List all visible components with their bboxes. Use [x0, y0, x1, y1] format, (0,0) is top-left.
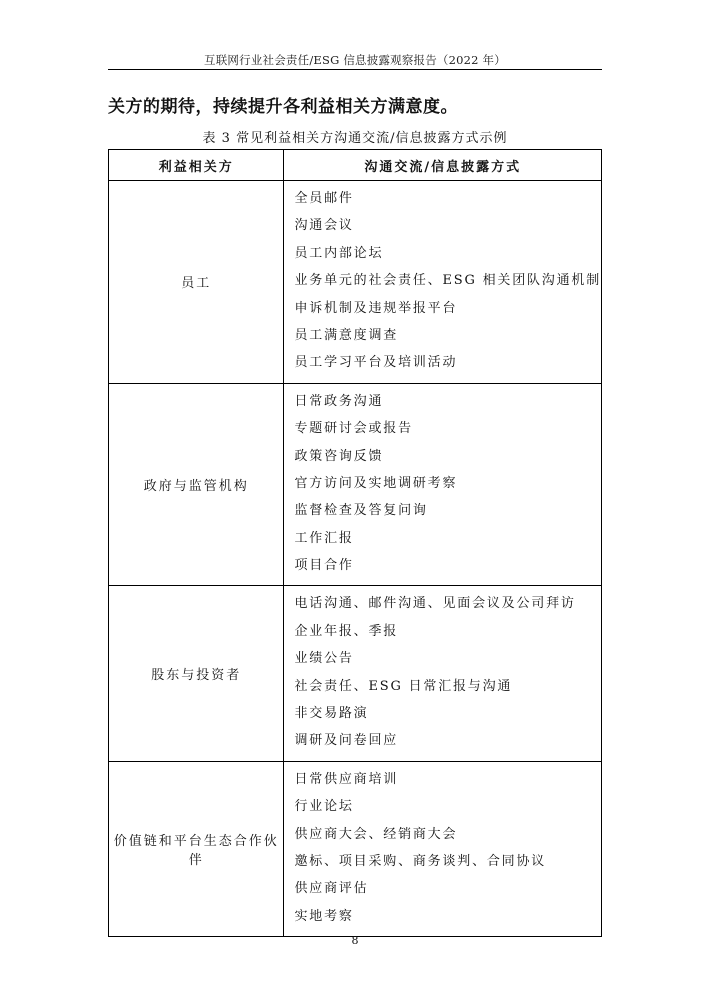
methods-cell [284, 586, 602, 761]
method-item: 日常政务沟通 [294, 393, 384, 409]
stakeholder-cell: 员工 [109, 181, 284, 384]
method-item: 供应商大会、经销商大会 [294, 826, 458, 842]
stakeholder-table [108, 149, 602, 937]
lead-paragraph: 关方的期待，持续提升各利益相关方满意度。 [108, 97, 458, 117]
methods-cell [284, 761, 602, 936]
method-item: 项目合作 [294, 558, 354, 574]
method-item: 官方访问及实地调研考察 [294, 475, 458, 491]
column-header-methods: 沟通交流/信息披露方式 [284, 150, 602, 181]
method-item: 社会责任、ESG 日常汇报与沟通 [294, 678, 513, 694]
method-item: 政策咨询反馈 [294, 448, 384, 464]
method-item: 监督检查及答复问询 [294, 503, 428, 519]
table-row [109, 181, 602, 384]
table-row [109, 761, 602, 936]
method-item: 非交易路演 [294, 706, 369, 722]
column-header-stakeholder: 利益相关方 [109, 150, 284, 181]
method-item: 工作汇报 [294, 530, 354, 546]
page-number: 8 [351, 934, 359, 947]
method-item: 员工学习平台及培训活动 [294, 355, 458, 371]
method-item: 员工满意度调查 [294, 327, 399, 343]
method-item: 员工内部论坛 [294, 245, 384, 261]
method-item: 业务单元的社会责任、ESG 相关团队沟通机制 [294, 273, 601, 289]
table-row [109, 383, 602, 586]
method-item: 申诉机制及违规举报平台 [294, 300, 458, 316]
method-item: 供应商评估 [294, 881, 369, 897]
methods-cell [284, 383, 602, 586]
method-item: 专题研讨会或报告 [294, 421, 413, 437]
method-item: 行业论坛 [294, 799, 354, 815]
method-item: 日常供应商培训 [294, 771, 399, 787]
table-row [109, 586, 602, 761]
method-item: 调研及问卷回应 [294, 733, 399, 749]
methods-cell [284, 181, 602, 384]
method-item: 邀标、项目采购、商务谈判、合同协议 [294, 853, 547, 869]
table-header-row [109, 150, 602, 181]
method-item: 业绩公告 [294, 651, 354, 667]
method-item: 电话沟通、邮件沟通、见面会议及公司拜访 [294, 596, 576, 612]
header-rule [108, 69, 602, 70]
stakeholder-cell: 股东与投资者 [109, 586, 284, 761]
method-item: 企业年报、季报 [294, 623, 399, 639]
table-caption: 表 3 常见利益相关方沟通交流/信息披露方式示例 [202, 131, 508, 146]
method-item: 实地考察 [294, 908, 354, 924]
method-item: 沟通会议 [294, 218, 354, 234]
method-item: 全员邮件 [294, 191, 354, 206]
running-header: 互联网行业社会责任/ESG 信息披露观察报告（2022 年） [204, 53, 506, 67]
stakeholder-cell: 政府与监管机构 [109, 383, 284, 586]
stakeholder-cell: 价值链和平台生态合作伙伴 [109, 761, 284, 936]
